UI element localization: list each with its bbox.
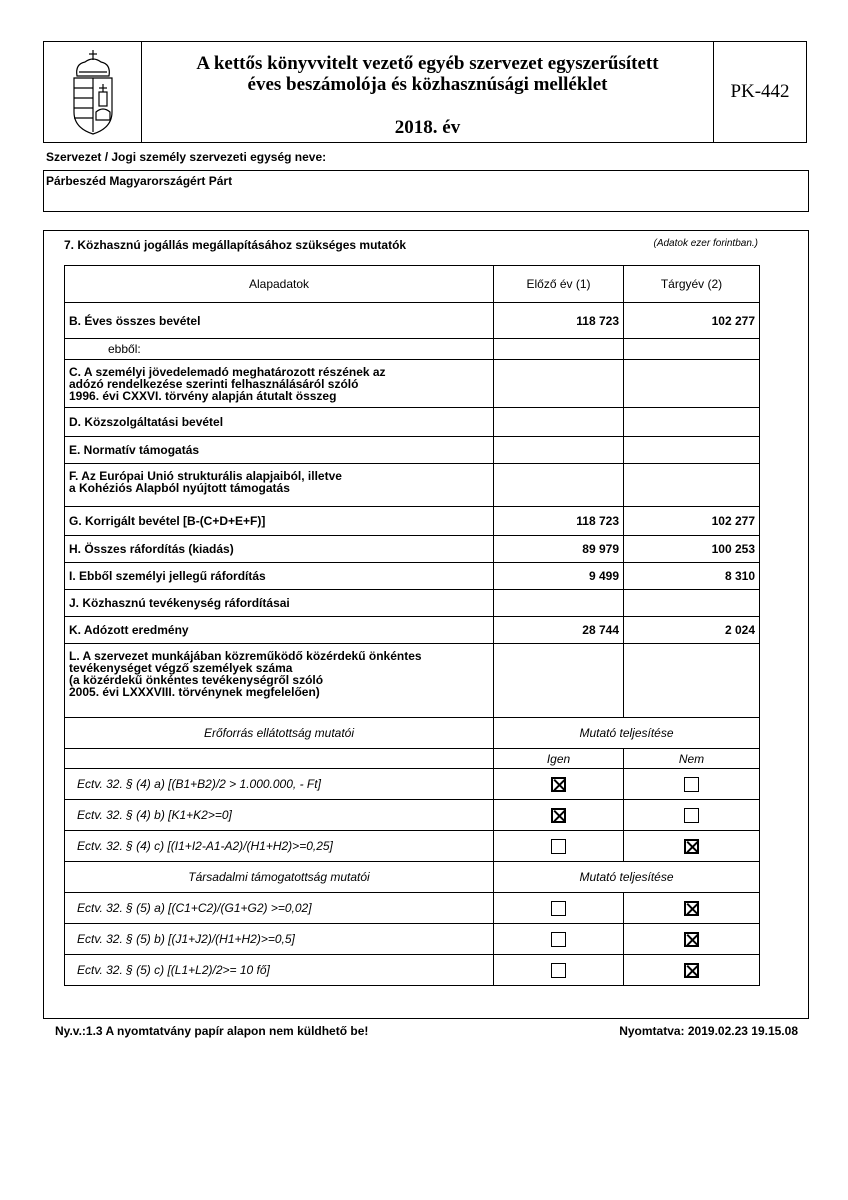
table-row (65, 339, 760, 360)
row-label-line: J. Közhasznú tevékenység ráfordításai (69, 596, 290, 610)
form-title-line1: A kettős könyvvitelt vezető egyéb szervezet egyszerűsített (196, 53, 659, 74)
row-label-line: 1996. évi CXXVI. törvény alapján átutalt összeg (69, 389, 337, 403)
prev-year-value: 118 723 (494, 507, 624, 536)
prev-year-value (494, 360, 624, 408)
table-row (65, 507, 760, 536)
prev-year-value: 9 499 (494, 563, 624, 590)
row-label-line: ebből: (108, 342, 141, 356)
current-year-value: 100 253 (624, 536, 760, 563)
row-label (65, 507, 494, 536)
indicator-row (65, 800, 760, 831)
org-label: Szervezet / Jogi személy szervezeti egység neve: (46, 150, 327, 164)
current-year-value (624, 339, 760, 360)
empty-checkbox[interactable] (551, 932, 566, 947)
prev-year-value (494, 437, 624, 464)
indicator-group-header (65, 718, 760, 749)
table-row (65, 303, 760, 339)
row-label (65, 644, 494, 718)
row-label (65, 360, 494, 408)
table-row (65, 536, 760, 563)
footer-printed: Nyomtatva: 2019.02.23 19.15.08 (619, 1024, 798, 1038)
checked-checkbox[interactable] (684, 901, 699, 916)
yes-no-header-row (65, 749, 760, 769)
table-row (65, 644, 760, 718)
checked-checkbox[interactable] (684, 932, 699, 947)
row-label-line: a Kohéziós Alapból nyújtott támogatás (69, 481, 290, 495)
checkbox-cell (494, 893, 624, 924)
empty-cell (65, 749, 494, 769)
checkbox-cell (494, 831, 624, 862)
form-code: PK-442 (730, 81, 790, 102)
footer-version: Ny.v.:1.3 A nyomtatvány papír alapon nem küldhető be! (55, 1024, 369, 1038)
table-row (65, 408, 760, 437)
indicators-table (64, 265, 760, 986)
indicator-row (65, 831, 760, 862)
checkbox-cell-checked (494, 800, 624, 831)
indicator-label: Ectv. 32. § (4) a) [(B1+B2)/2 > 1.000.000, - Ft] (65, 769, 494, 800)
indicator-group-header (65, 862, 760, 893)
no-label: Nem (624, 749, 760, 769)
row-label (65, 617, 494, 644)
table-row (65, 360, 760, 408)
org-name: Párbeszéd Magyarországért Párt (46, 174, 233, 188)
row-label (65, 303, 494, 339)
row-label (65, 536, 494, 563)
row-label-line: I. Ebből személyi jellegű ráfordítás (69, 569, 266, 583)
row-label (65, 563, 494, 590)
indicator-row (65, 769, 760, 800)
prev-year-value (494, 644, 624, 718)
section-title: 7. Közhasznú jogállás megállapításához szükséges mutatók (64, 238, 407, 252)
column-header: Tárgyév (2) (624, 266, 760, 303)
empty-checkbox[interactable] (684, 808, 699, 823)
prev-year-value: 118 723 (494, 303, 624, 339)
checked-checkbox[interactable] (684, 839, 699, 854)
form-title (142, 42, 714, 142)
table-row (65, 437, 760, 464)
indicators-section (43, 230, 809, 1019)
indicator-label: Ectv. 32. § (4) c) [(I1+I2-A1-A2)/(H1+H2)>=0,25] (65, 831, 494, 862)
row-label-line: tevékenységet végző személyek száma (69, 661, 293, 675)
form-title-line2: éves beszámolója és közhasznúsági melléklet (247, 74, 608, 95)
row-label (65, 408, 494, 437)
checkbox-cell-checked (624, 831, 760, 862)
column-header: Előző év (1) (494, 266, 624, 303)
current-year-value: 8 310 (624, 563, 760, 590)
checkbox-cell-checked (494, 769, 624, 800)
current-year-value (624, 408, 760, 437)
table-header-row (65, 266, 760, 303)
indicator-label: Ectv. 32. § (5) b) [(J1+J2)/(H1+H2)>=0,5] (65, 924, 494, 955)
row-label-line: L. A szervezet munkájában közreműködő közérdekű önkéntes (69, 649, 422, 663)
empty-checkbox[interactable] (551, 839, 566, 854)
org-name-field[interactable] (43, 170, 809, 212)
prev-year-value: 28 744 (494, 617, 624, 644)
coat-of-arms-logo (44, 42, 142, 142)
current-year-value (624, 360, 760, 408)
row-label-line: D. Közszolgáltatási bevétel (69, 415, 224, 429)
row-label-line: B. Éves összes bevétel (69, 313, 201, 328)
current-year-value: 2 024 (624, 617, 760, 644)
fulfillment-header: Mutató teljesítése (494, 862, 760, 893)
indicator-group-title: Erőforrás ellátottság mutatói (65, 718, 494, 749)
current-year-value (624, 437, 760, 464)
row-label-line: K. Adózott eredmény (69, 623, 189, 637)
current-year-value (624, 644, 760, 718)
form-header (43, 41, 807, 143)
row-label (65, 590, 494, 617)
current-year-value (624, 590, 760, 617)
checked-checkbox[interactable] (551, 808, 566, 823)
fulfillment-header: Mutató teljesítése (494, 718, 760, 749)
table-row (65, 563, 760, 590)
row-label (65, 339, 494, 360)
indicator-row (65, 893, 760, 924)
checkbox-cell (624, 800, 760, 831)
row-label-line: G. Korrigált bevétel [B-(C+D+E+F)] (69, 514, 266, 528)
checkbox-cell-checked (624, 955, 760, 986)
prev-year-value (494, 408, 624, 437)
row-label (65, 464, 494, 507)
table-row (65, 617, 760, 644)
table-row (65, 464, 760, 507)
indicator-group-title: Társadalmi támogatottság mutatói (65, 862, 494, 893)
checked-checkbox[interactable] (551, 777, 566, 792)
form-year: 2018. év (394, 117, 461, 138)
row-label-line: F. Az Európai Unió strukturális alapjaiból, illetve (69, 469, 342, 483)
indicator-label: Ectv. 32. § (5) a) [(C1+C2)/(G1+G2) >=0,02] (65, 893, 494, 924)
row-label-line: (a közérdekű önkéntes tevékenységről szóló (69, 673, 324, 687)
empty-checkbox[interactable] (684, 777, 699, 792)
empty-checkbox[interactable] (551, 901, 566, 916)
current-year-value: 102 277 (624, 303, 760, 339)
checkbox-cell (624, 769, 760, 800)
row-label-line: adózó rendelkezése szerinti felhasználásáról szóló (69, 377, 359, 391)
prev-year-value (494, 590, 624, 617)
current-year-value: 102 277 (624, 507, 760, 536)
indicator-row (65, 924, 760, 955)
indicator-row (65, 955, 760, 986)
coat-of-arms-icon (69, 48, 117, 136)
column-header: Alapadatok (65, 266, 494, 303)
indicator-label: Ectv. 32. § (5) c) [(L1+L2)/2>= 10 fő] (65, 955, 494, 986)
prev-year-value (494, 464, 624, 507)
checkbox-cell-checked (624, 893, 760, 924)
table-row (65, 590, 760, 617)
yes-label: Igen (494, 749, 624, 769)
empty-checkbox[interactable] (551, 963, 566, 978)
checkbox-cell (494, 924, 624, 955)
row-label-line: 2005. évi LXXXVIII. törvénynek megfelelően) (69, 685, 320, 699)
prev-year-value: 89 979 (494, 536, 624, 563)
checked-checkbox[interactable] (684, 963, 699, 978)
current-year-value (624, 464, 760, 507)
row-label-line: H. Összes ráfordítás (kiadás) (69, 542, 234, 556)
row-label-line: C. A személyi jövedelemadó meghatározott részének az (69, 365, 386, 379)
section-note: (Adatok ezer forintban.) (653, 238, 758, 249)
row-label (65, 437, 494, 464)
checkbox-cell (494, 955, 624, 986)
row-label-line: E. Normatív támogatás (69, 443, 200, 457)
indicator-label: Ectv. 32. § (4) b) [K1+K2>=0] (65, 800, 494, 831)
checkbox-cell-checked (624, 924, 760, 955)
prev-year-value (494, 339, 624, 360)
